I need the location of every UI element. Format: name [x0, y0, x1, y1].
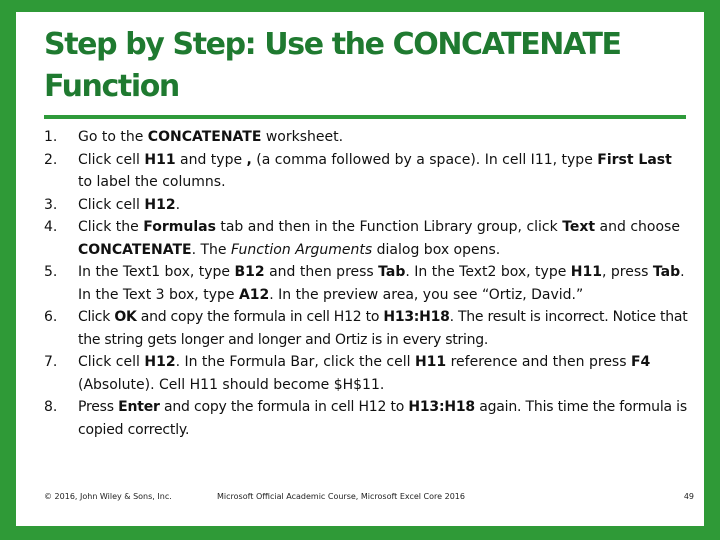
step-text-run: Click [78, 309, 115, 325]
step-text-bold: H11 [144, 151, 176, 168]
step-text-run: and then press [264, 264, 379, 280]
step-text-run: and type [175, 151, 247, 168]
step-text-run: . In the preview area, you see “Ortiz, David.” [269, 286, 584, 303]
step-text-bold: OK [114, 309, 137, 325]
step-text-run: again. This time the formula is copied correctly. [78, 399, 687, 438]
step-text-bold: CONCATENATE [78, 241, 192, 258]
step-text-bold: Formulas [143, 219, 216, 235]
step-text-run: worksheet. [261, 129, 344, 145]
step-text-bold: H12 [144, 196, 176, 213]
step-text-bold: B12 [234, 264, 265, 280]
step-text-bold: Tab [652, 264, 681, 280]
step-text-run: reference and then press [446, 354, 631, 370]
page-number: 49 [683, 492, 694, 501]
step-text-bold: H13:H18 [408, 399, 475, 415]
step-text-run: and choose [595, 219, 680, 235]
step-text-run: (a comma followed by a space). In cell I11, type [251, 151, 598, 168]
step-item [44, 216, 690, 261]
step-text-run: and copy the formula in cell H12 to [159, 399, 409, 415]
step-item [44, 306, 690, 351]
step-text-run: In the Text1 box, type [78, 264, 235, 280]
step-text-bold: H12 [144, 354, 176, 370]
step-number: 5. [44, 264, 58, 280]
slide [16, 12, 704, 526]
step-text-run: , press [601, 264, 653, 280]
step-text-run: Click the [78, 219, 144, 235]
step-text-bold: Enter [118, 399, 160, 415]
step-text-bold: , [246, 151, 252, 168]
step-text-run: . [175, 196, 181, 213]
step-text-bold: H13:H18 [383, 309, 450, 325]
step-text [78, 149, 690, 194]
step-text [78, 194, 690, 217]
step-text [78, 261, 690, 306]
step-text-run: dialog box opens. [372, 241, 501, 258]
step-item [44, 261, 690, 306]
footer [44, 492, 694, 508]
step-text-bold: H11 [414, 354, 447, 370]
step-text-run: Click cell [78, 151, 145, 168]
step-text-run: tab and then in the Function Library group, click [215, 219, 563, 235]
step-text-italic: Function Arguments [231, 241, 373, 258]
footer-course: Microsoft Official Academic Course, Microsoft Excel Core 2016 [217, 492, 465, 501]
step-item [44, 194, 690, 217]
step-text-run: . In the Text2 box, type [405, 264, 571, 280]
step-number: 6. [44, 309, 58, 325]
step-text-bold: Tab [378, 264, 406, 280]
step-number: 4. [44, 219, 58, 235]
step-text [78, 306, 690, 351]
step-number: 7. [44, 354, 58, 370]
step-text-bold: CONCATENATE [147, 129, 262, 145]
slide-title-line-2: Function [44, 69, 179, 104]
step-text [78, 396, 690, 441]
step-text-bold: Text [562, 219, 596, 235]
footer-copyright: © 2016, John Wiley & Sons, Inc. [44, 492, 172, 501]
step-text [78, 216, 690, 261]
step-text-run: to label the columns. [78, 174, 226, 190]
step-text-run: Press [78, 399, 119, 415]
slide-title-line-1: Step by Step: Use the CONCATENATE [44, 27, 621, 62]
step-item [44, 351, 690, 396]
step-text-run: Click cell [78, 354, 145, 370]
step-text-run: Go to the [78, 129, 148, 145]
slide-title [44, 24, 684, 108]
step-text-bold: A12 [238, 286, 270, 303]
step-item [44, 126, 690, 149]
title-divider [44, 115, 686, 119]
step-text-run: . In the Text 3 box, type [78, 264, 685, 303]
step-number: 8. [44, 399, 58, 415]
step-item [44, 149, 690, 194]
step-number: 1. [44, 129, 58, 145]
step-item [44, 396, 690, 441]
step-text [78, 126, 690, 149]
step-text-run: . In the Formula Bar, click the cell [175, 354, 415, 370]
step-text-run: . The result is incorrect. Notice that the string gets longer and longer and Ortiz is in every string. [78, 309, 688, 348]
step-text-run: . The [191, 241, 231, 258]
step-text-run: Click cell [78, 196, 145, 213]
step-text-run: and copy the formula in cell H12 to [136, 309, 384, 325]
step-text-bold: First Last [597, 151, 672, 168]
steps-list [44, 126, 690, 441]
step-number: 3. [44, 196, 58, 213]
step-text-bold: F4 [630, 354, 651, 370]
step-text [78, 351, 690, 396]
step-text-run: (Absolute). Cell H11 should become $H$11. [78, 376, 385, 393]
step-number: 2. [44, 151, 58, 168]
step-text-bold: H11 [570, 264, 602, 280]
